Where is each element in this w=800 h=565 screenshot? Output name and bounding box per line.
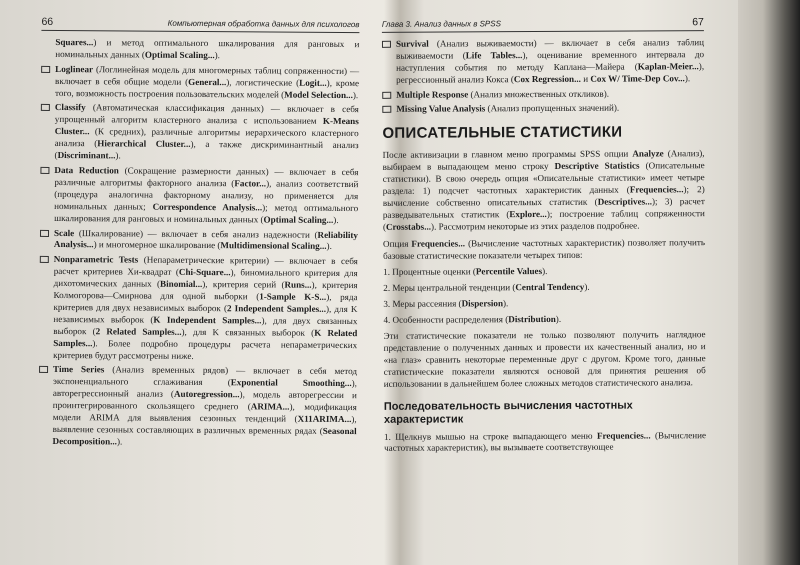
right-running-head: Глава 3. Анализ данных в SPSS [381, 19, 501, 29]
bullet-text: Scale (Шкалирование) — включает в себя анализ надежности (Reliability Analysis...) и многомерное шкалирование (Multidimensional Scaling...). [53, 227, 359, 252]
checkbox-bullet-icon [41, 104, 50, 111]
right-page-number: 67 [692, 16, 704, 29]
paragraph-2: Опция Frequencies... (Вычисление частотных характеристик) позволяет получить базовые статистические показатели четырех типов: [382, 236, 706, 261]
section-title: ОПИСАТЕЛЬНЫЕ СТАТИСТИКИ [382, 123, 623, 143]
bullet-item [382, 37, 704, 86]
paragraph-3: Эти статистические показатели не только позволяют получить наглядное представление о полученных данных и провести их качественный анализ, но и «на глаз» сравнить некоторые переменные друг с другом. Кроме того, данные статистические показатели являются основой для принятия решения об использовании в дальнейшем более сложных методов статистического анализа. [383, 329, 706, 389]
paragraph-1: После активизации в главном меню программы SPSS опции Analyze (Анализ), выбираем в выпадающем меню строку Descriptive Statistics (Описательные статистики). В свою очередь опция «Описательные статистики» имеет четыре раздела: 1) подсчет частотных характеристик данных (Frequencies...); 2) вычисление собственно описательных статистик (Descriptives...); 3) расчет разведывательных статистик (Explore...); построение таблиц сопряженности (Crosstabs...). Рассмотрим некоторые из этих разделов подробнее. [382, 148, 705, 232]
checkbox-bullet-icon [40, 229, 49, 236]
numbered-list-item: 3. Меры рассеяния (Dispersion). [383, 298, 509, 310]
bullet-text: Nonparametric Tests (Непараметрические критерии) — включает в себя расчет критериев Хи-квадрат (Chi-Square...), биномиального критерия для дихотомических данных (Binomial...), критерия серий (Runs...), критерия Колмогорова—Смирнова для одной выборки (1-Sample K-S...), ряда критериев для двух независимых выборок (2 Independent Samples...), для K независимых выборок (K Independent Samples...), для двух связанных выборок (2 Related Samples...), для K связанных выборок (K Related Samples...). Более подробно процедуры расчета непараметрических критериев будут рассмотрены ниже. [53, 254, 358, 361]
bullet-item [382, 88, 704, 102]
paragraph-4: 1. Щелкнув мышью на строке выпадающего меню Frequencies... (Вычисление частотных характеристик), вы вызываете соответствующее [384, 429, 707, 454]
bullet-item [41, 102, 359, 164]
checkbox-bullet-icon [382, 106, 391, 113]
left-running-head: Компьютерная обработка данных для психологов [167, 18, 360, 30]
subsection-title: Последовательность вычисления частотных характеристик [383, 399, 633, 426]
left-running-header [41, 17, 359, 33]
bullet-text: Missing Value Analysis (Анализ пропущенных значений). [396, 103, 620, 115]
left-page [38, 17, 359, 453]
bullet-item [39, 254, 358, 363]
numbered-list [383, 266, 705, 327]
bullet-item [40, 227, 358, 253]
checkbox-bullet-icon [39, 366, 48, 373]
bullet-text: Survival (Анализ выживаемости) — включает в себя анализ таблиц выживаемости (Life Tables...), оценивание временного интервала до наступления события по методу Каплана—Майера (Kaplan-Meier...), регрессионный анализ Кокса (Cox Regression... и Cox W/ Time-Dep Cov...). [395, 37, 705, 85]
bullet-item [382, 103, 704, 117]
bullet-item [40, 165, 358, 227]
bullet-item [41, 64, 359, 102]
checkbox-bullet-icon [40, 167, 49, 174]
bullet-text: Classify (Автоматическая классификация данных) — включает в себя упрощенный алгоритм кластерного анализа с использованием K-Means Cluster... (К средних), различные алгоритмы иерархического кластерного анализа (Hierarchical Cluster...), а также дискриминантный анализ (Discriminant...). [54, 102, 359, 161]
page-edge [738, 0, 800, 565]
numbered-list-item: 4. Особенности распределения (Distribution). [383, 314, 562, 325]
continuation-item [41, 37, 359, 63]
bullet-item [39, 364, 358, 450]
right-item-list [382, 37, 704, 116]
bullet-text: Multiple Response (Анализ множественных откликов). [396, 88, 610, 100]
checkbox-bullet-icon [382, 91, 391, 98]
checkbox-bullet-icon [382, 41, 391, 48]
right-running-header [382, 17, 704, 33]
numbered-list-item: 1. Процентные оценки (Percentile Values). [383, 266, 548, 278]
left-item-list [39, 64, 360, 450]
bullet-text: Loglinear (Логлинейная модель для многомерных таблиц сопряженности) — включает в себя общие модели (General...), логистические (Logit...), кроме того, возможность построения пользовательских моделей (Model Selection...). [54, 63, 360, 100]
bullet-text: Data Reduction (Сокращение размерности данных) — включает в себя различные алгоритмы факторного анализа (Factor...), анализ соответствий (процедура аналогична факторному анализу, но применяется для номинальных данных; Correspondence Analysis...); метод оптимального шкалирования для ранговых и номинальных данных (Optimal Scaling...). [54, 164, 359, 225]
left-page-number: 66 [41, 15, 54, 28]
numbered-list-item: 2. Меры центральной тенденции (Central Tendency). [383, 282, 590, 294]
bullet-text: Time Series (Анализ временных рядов) — включает в себя метод экспоненциального сглаживания (Exponential Smoothing...), авторегрессионный анализ (Autoregression...), модель авторегрессии и проинтегрированного скользящего среднего (ARIMA...), модификация модели ARIMA для выявления сезонных тенденций (X11ARIMA...), выявление сезонных составляющих в различных временных рядах (Seasonal Decomposition...). [52, 364, 358, 447]
checkbox-bullet-icon [40, 256, 49, 263]
checkbox-bullet-icon [41, 66, 50, 73]
continuation-text: Squares...) и метод оптимального шкалирования для ранговых и номинальных данных (Optimal Scaling...). [55, 36, 360, 60]
right-page [382, 17, 706, 460]
